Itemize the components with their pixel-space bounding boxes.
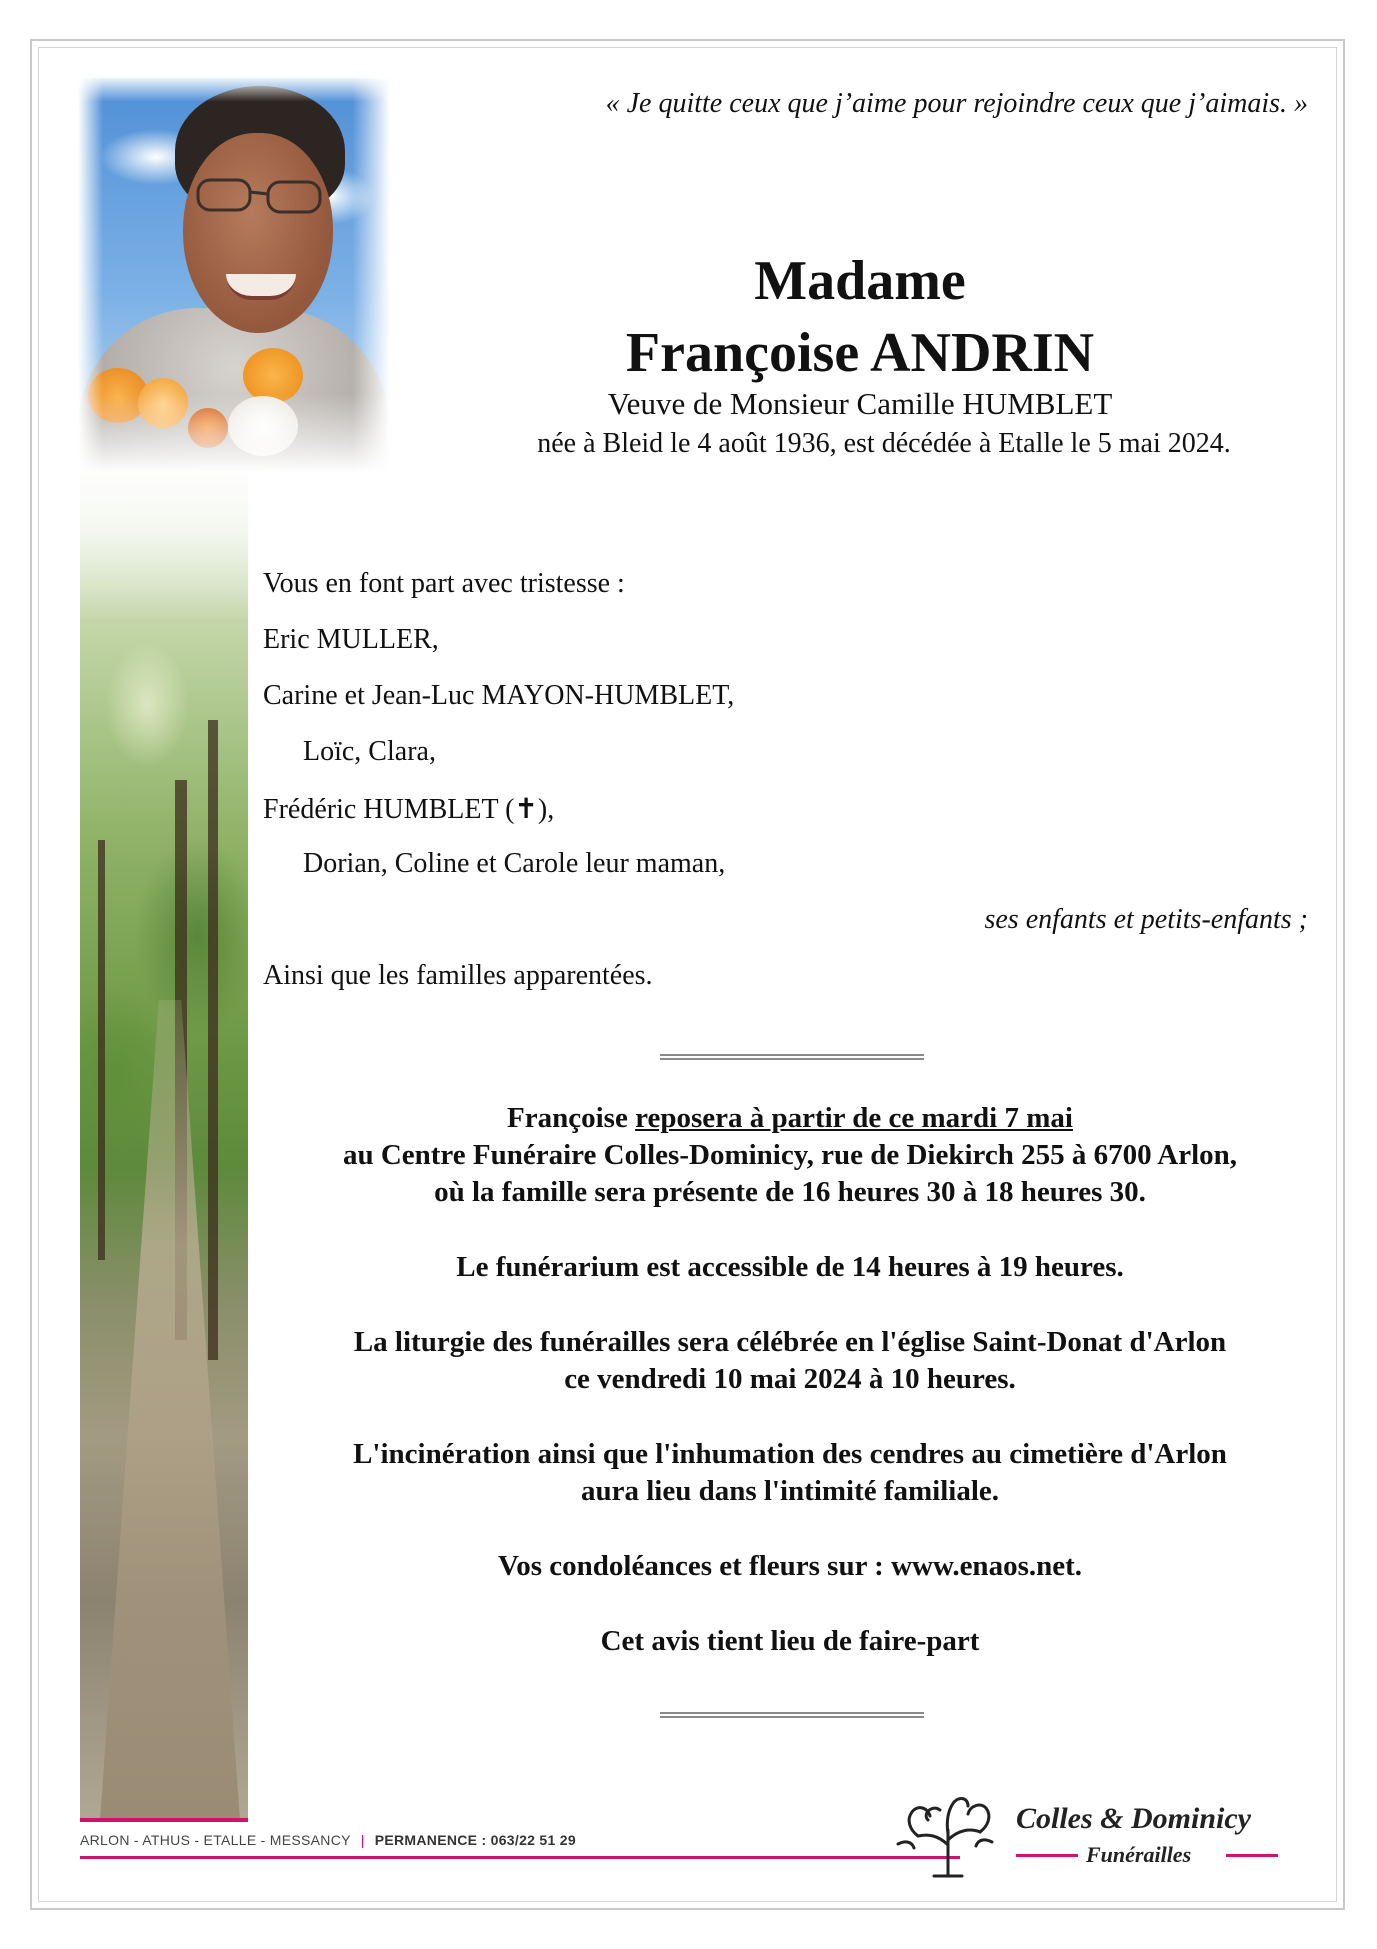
rest-family: où la famille sera présente de 16 heures 30 à 18 heures 30. xyxy=(434,1176,1146,1208)
section-divider xyxy=(660,1054,924,1060)
family-line: Carine et Jean-Luc MAYON-HUMBLET, xyxy=(263,680,735,711)
rest-name: Françoise xyxy=(507,1102,628,1134)
accent-bar xyxy=(80,1818,248,1822)
notice-line: Cet avis tient lieu de faire-part xyxy=(600,1625,980,1657)
funeral-home-logo xyxy=(886,1790,1286,1880)
epitaph-quote: « Je quitte ceux que j’aime pour rejoindre ceux que j’aimais. » xyxy=(605,88,1308,119)
brand-name: Colles & Dominicy xyxy=(1016,1802,1251,1835)
footer-contact xyxy=(80,1832,576,1848)
brand-rule-right xyxy=(1226,1854,1278,1857)
forest-path-photo xyxy=(80,460,248,1820)
rest-date: reposera à partir de ce mardi 7 mai xyxy=(635,1102,1073,1134)
rest-line xyxy=(260,1100,1320,1137)
cremation-line-2: aura lieu dans l'intimité familiale. xyxy=(580,1475,1000,1507)
family-relation: ses enfants et petits-enfants ; xyxy=(984,904,1308,935)
footer-locations: ARLON - ATHUS - ETALLE - MESSANCY xyxy=(80,1832,351,1848)
brand-rule-left xyxy=(1016,1854,1078,1857)
liturgy-line-2: ce vendredi 10 mai 2024 à 10 heures. xyxy=(564,1363,1016,1395)
family-closing: Ainsi que les familles apparentées. xyxy=(263,960,653,991)
liturgy-line-1: La liturgie des funérailles sera célébrée en l'église Saint-Donat d'Arlon xyxy=(353,1326,1227,1358)
birth-death-line: née à Bleid le 4 août 1936, est décédée à Etalle le 5 mai 2024. xyxy=(537,428,1231,459)
family-line: Frédéric HUMBLET (✝), xyxy=(263,794,555,825)
tree-icon xyxy=(888,1790,1008,1880)
deceased-name: Françoise ANDRIN xyxy=(625,322,1095,384)
spouse-line: Veuve de Monsieur Camille HUMBLET xyxy=(607,386,1113,421)
family-line: Dorian, Coline et Carole leur maman, xyxy=(303,848,726,879)
footer-rule xyxy=(80,1856,960,1859)
family-line: Eric MULLER, xyxy=(263,624,439,655)
section-divider xyxy=(660,1712,924,1718)
condolences-line: Vos condoléances et fleurs sur : www.enaos.net. xyxy=(497,1550,1083,1582)
family-intro: Vous en font part avec tristesse : xyxy=(263,568,625,599)
funerarium-hours: Le funérarium est accessible de 14 heures à 19 heures. xyxy=(456,1251,1124,1283)
cremation-line-1: L'incinération ainsi que l'inhumation des cendres au cimetière d'Arlon xyxy=(353,1438,1227,1470)
footer-separator: | xyxy=(360,1832,365,1848)
portrait-photo xyxy=(78,78,390,473)
brand-subtitle: Funérailles xyxy=(1086,1842,1192,1867)
rest-place: au Centre Funéraire Colles-Dominicy, rue de Diekirch 255 à 6700 Arlon, xyxy=(342,1139,1238,1171)
honorific: Madame xyxy=(754,250,966,312)
footer-permanence: PERMANENCE : 063/22 51 29 xyxy=(374,1832,576,1848)
family-line: Loïc, Clara, xyxy=(303,736,436,767)
